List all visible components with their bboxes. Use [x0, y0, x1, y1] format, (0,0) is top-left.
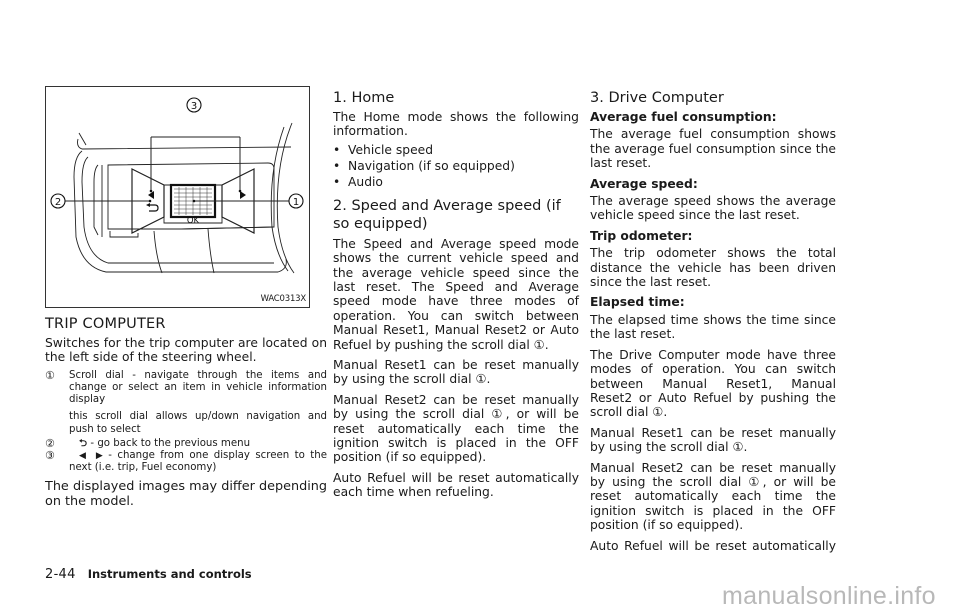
- elapsed-time-text: The elapsed time shows the time since the last reset.: [590, 312, 836, 342]
- page-number: 2-44: [45, 567, 76, 582]
- trip-odometer-text: The trip odometer shows the total distance the vehicle has been driven since the last reset.: [590, 246, 836, 290]
- callout-item-3: [45, 450, 327, 474]
- speed-paragraph-4: Auto Refuel will be reset automatically each time when refueling.: [333, 470, 579, 500]
- speed-paragraph-2: Manual Reset1 can be reset manually by using the scroll dial ①.: [333, 357, 579, 387]
- speed-paragraph-3: Manual Reset2 can be reset manually by using the scroll dial ①, or will be reset automatically each time the ignition switch is placed in the OFF position (if so equipped).: [333, 392, 579, 465]
- home-and-speed-section: [333, 89, 579, 500]
- bullet-icon: •: [333, 159, 341, 174]
- model-variation-note: The displayed images may differ depending on the model.: [45, 479, 327, 510]
- callout-number: ②: [45, 436, 55, 450]
- heading-drive-computer: 3. Drive Computer: [590, 90, 724, 106]
- callout-text-secondary: this scroll dial allows up/down navigation and push to select: [69, 411, 327, 435]
- drive-computer-paragraph-2: Manual Reset1 can be reset manually by using the scroll dial ①.: [590, 425, 836, 455]
- list-item-text: Vehicle speed: [348, 142, 434, 157]
- heading-speed: 2. Speed and Average speed (if so equipped): [333, 197, 561, 232]
- drive-computer-paragraph-3: Manual Reset2 can be reset manually by using the scroll dial ①, or will be reset automatically each time the ignition switch is placed in the OFF position (if so equipped).: [590, 460, 836, 533]
- back-icon: [149, 205, 158, 211]
- home-bullet-list: [333, 142, 579, 191]
- drive-computer-section: [590, 89, 836, 553]
- right-arrow-icon: [240, 191, 246, 199]
- average-speed-text: The average speed shows the average vehicle speed since the last reset.: [590, 194, 836, 223]
- drive-computer-paragraph-4: Auto Refuel will be reset automatically: [590, 538, 836, 553]
- drive-computer-paragraph-1: The Drive Computer mode have three modes of operation. You can switch between Manual Reset1, Manual Reset2 or Auto Refuel by pushing the scroll dial ①.: [590, 347, 836, 420]
- speed-paragraph-1: The Speed and Average speed mode shows the current vehicle speed and the average vehicle speed since the last reset. The Speed and Average speed mode have three modes of operation. You can switch between Manual Reset1, Manual Reset2 or Auto Refuel by pushing the scroll dial ①.: [333, 236, 579, 352]
- trip-computer-section: [45, 336, 327, 509]
- chapter-title: Instruments and controls: [87, 567, 252, 581]
- left-arrow-icon: ◀: [79, 451, 86, 462]
- callout-text: Scroll dial - navigate through the items and change or select an item in vehicle information display: [69, 369, 327, 406]
- svg-text:OK: OK: [186, 216, 200, 226]
- average-fuel-consumption-text: The average fuel consumption shows the average fuel consumption since the last reset.: [590, 127, 836, 171]
- list-item-text: Navigation (if so equipped): [348, 159, 515, 174]
- trip-computer-intro: Switches for the trip computer are located on the left side of the steering wheel.: [45, 336, 327, 365]
- svg-text:2: 2: [54, 197, 62, 208]
- svg-text:1: 1: [292, 197, 300, 208]
- callout-text: - change from one display screen to the next (i.e. trip, Fuel economy): [69, 450, 327, 474]
- steering-switch-illustration: [45, 86, 310, 308]
- heading-home: 1. Home: [333, 90, 395, 106]
- bullet-icon: •: [333, 142, 341, 157]
- section-heading-trip-computer: TRIP COMPUTER: [45, 316, 166, 332]
- subheading-elapsed-time: Elapsed time:: [590, 295, 685, 310]
- callout-number: ③: [45, 449, 55, 463]
- list-item: [333, 174, 579, 190]
- steering-switch-drawing: [46, 87, 311, 309]
- right-arrow-icon: ▶: [95, 451, 103, 462]
- subheading-average-fuel-consumption: Average fuel consumption:: [590, 110, 777, 124]
- callout-item-2: [45, 438, 327, 450]
- subheading-trip-odometer: Trip odometer:: [590, 228, 693, 243]
- callout-number: ①: [45, 368, 55, 382]
- callout-text: - go back to the previous menu: [87, 437, 251, 449]
- list-item-text: Audio: [348, 175, 383, 190]
- list-item: [333, 158, 579, 174]
- bullet-icon: •: [333, 175, 341, 190]
- back-arrow-icon: ⮌: [79, 437, 88, 449]
- figure-code: WAC0313X: [260, 294, 306, 304]
- home-intro: The Home mode shows the following information.: [333, 110, 579, 139]
- list-item: [333, 142, 579, 158]
- subheading-average-speed: Average speed:: [590, 176, 698, 191]
- watermark: manualsonline.info: [722, 582, 936, 610]
- page-footer: [45, 567, 252, 582]
- callout-item-1: [45, 370, 327, 436]
- svg-text:3: 3: [190, 101, 198, 112]
